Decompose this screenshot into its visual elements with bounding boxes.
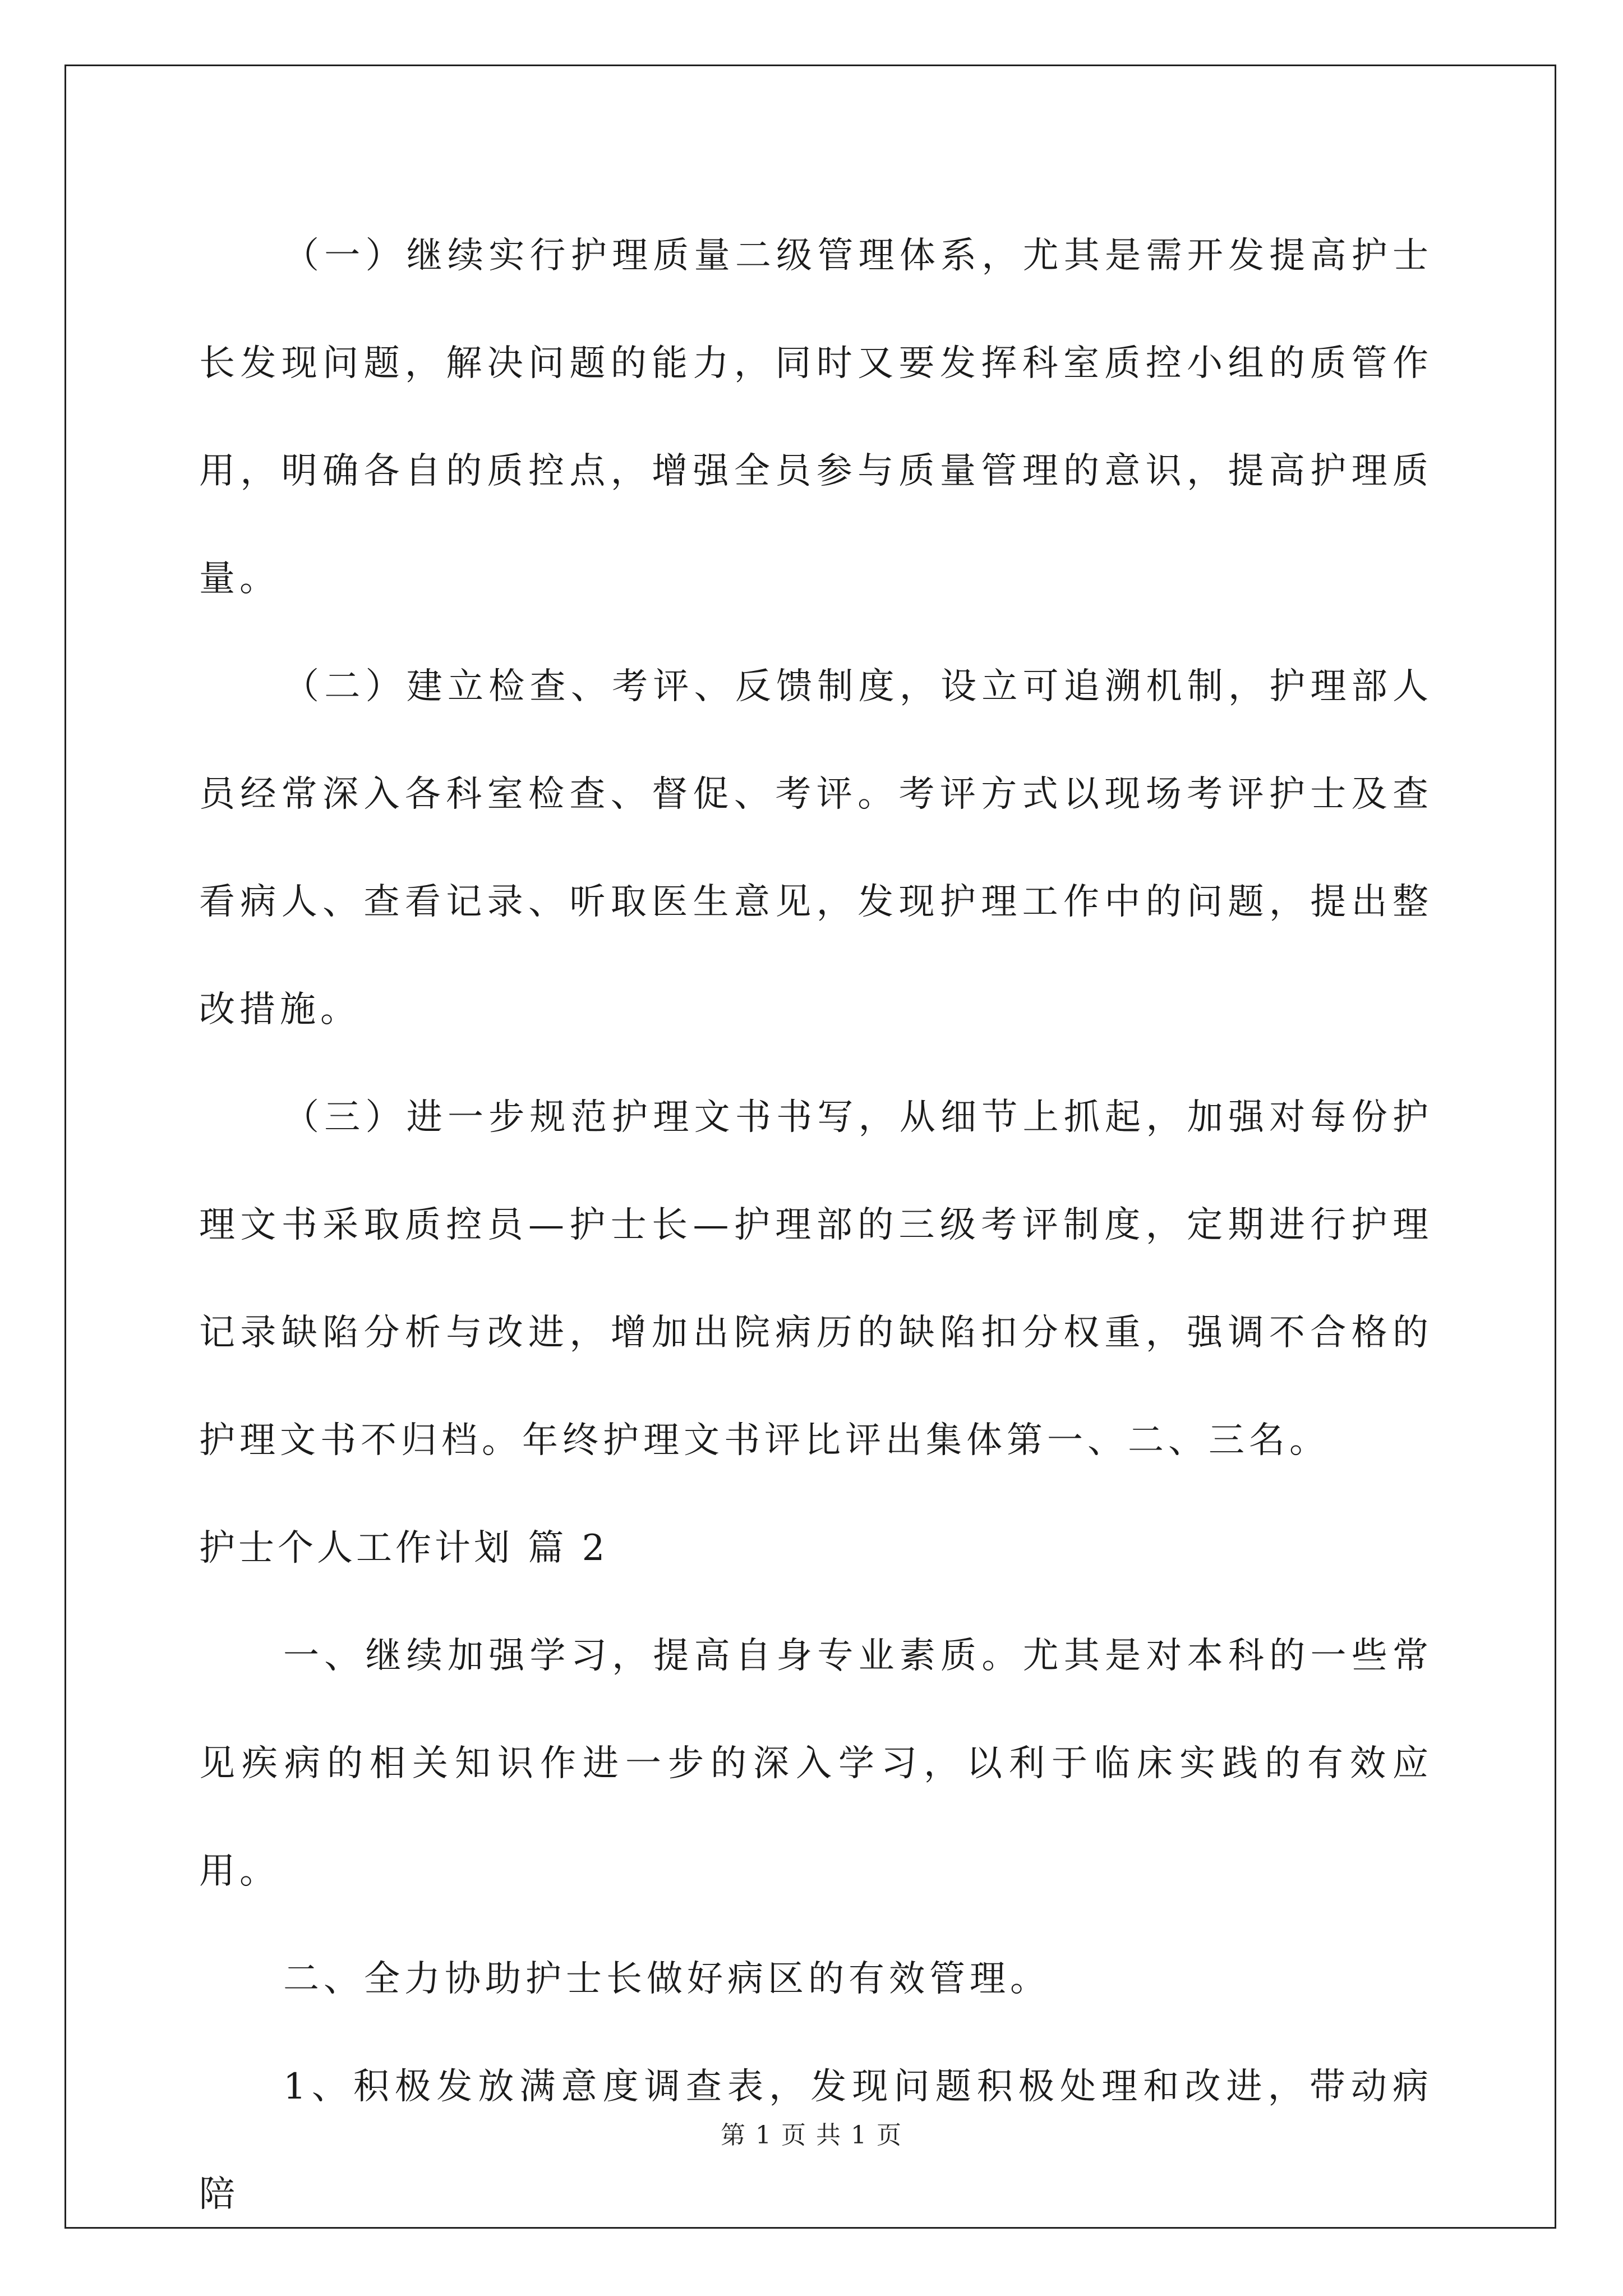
page-number-footer: 第 1 页 共 1 页 bbox=[721, 2121, 902, 2150]
section-heading: 护士个人工作计划 篇 2 bbox=[199, 1527, 608, 1569]
paragraph-2: （二）建立检查、考评、反馈制度，设立可追溯机制，护理部人员经常深入各科室检查、督促、考评。考评方式以现场考评护士及查看病人、查看记录、听取医生意见，发现护理工作中的问题，提出整改措施。 bbox=[199, 666, 1433, 1030]
section-paragraph-2: 二、全力协助护士长做好病区的有效管理。 bbox=[283, 1958, 1050, 2000]
section-paragraph-3: 1、积极发放满意度调查表，发现问题积极处理和改进，带动病陪 bbox=[199, 2066, 1433, 2215]
paragraph-1: （一）继续实行护理质量二级管理体系，尤其是需开发提高护士长发现问题，解决问题的能力，同时又要发挥科室质控小组的质管作用，明确各自的质控点，增强全员参与质量管理的意识，提高护理质量。 bbox=[199, 235, 1433, 600]
document-body bbox=[199, 202, 1433, 2248]
paragraph-3: （三）进一步规范护理文书书写，从细节上抓起，加强对每份护理文书采取质控员—护士长—护理部的三级考评制度，定期进行护理记录缺陷分析与改进，增加出院病历的缺陷扣分权重，强调不合格的护理文书不归档。年终护理文书评比评出集体第一、二、三名。 bbox=[199, 1097, 1433, 1461]
section-paragraph-1: 一、继续加强学习，提高自身专业素质。尤其是对本科的一些常见疾病的相关知识作进一步的深入学习，以利于临床实践的有效应用。 bbox=[199, 1635, 1433, 1892]
